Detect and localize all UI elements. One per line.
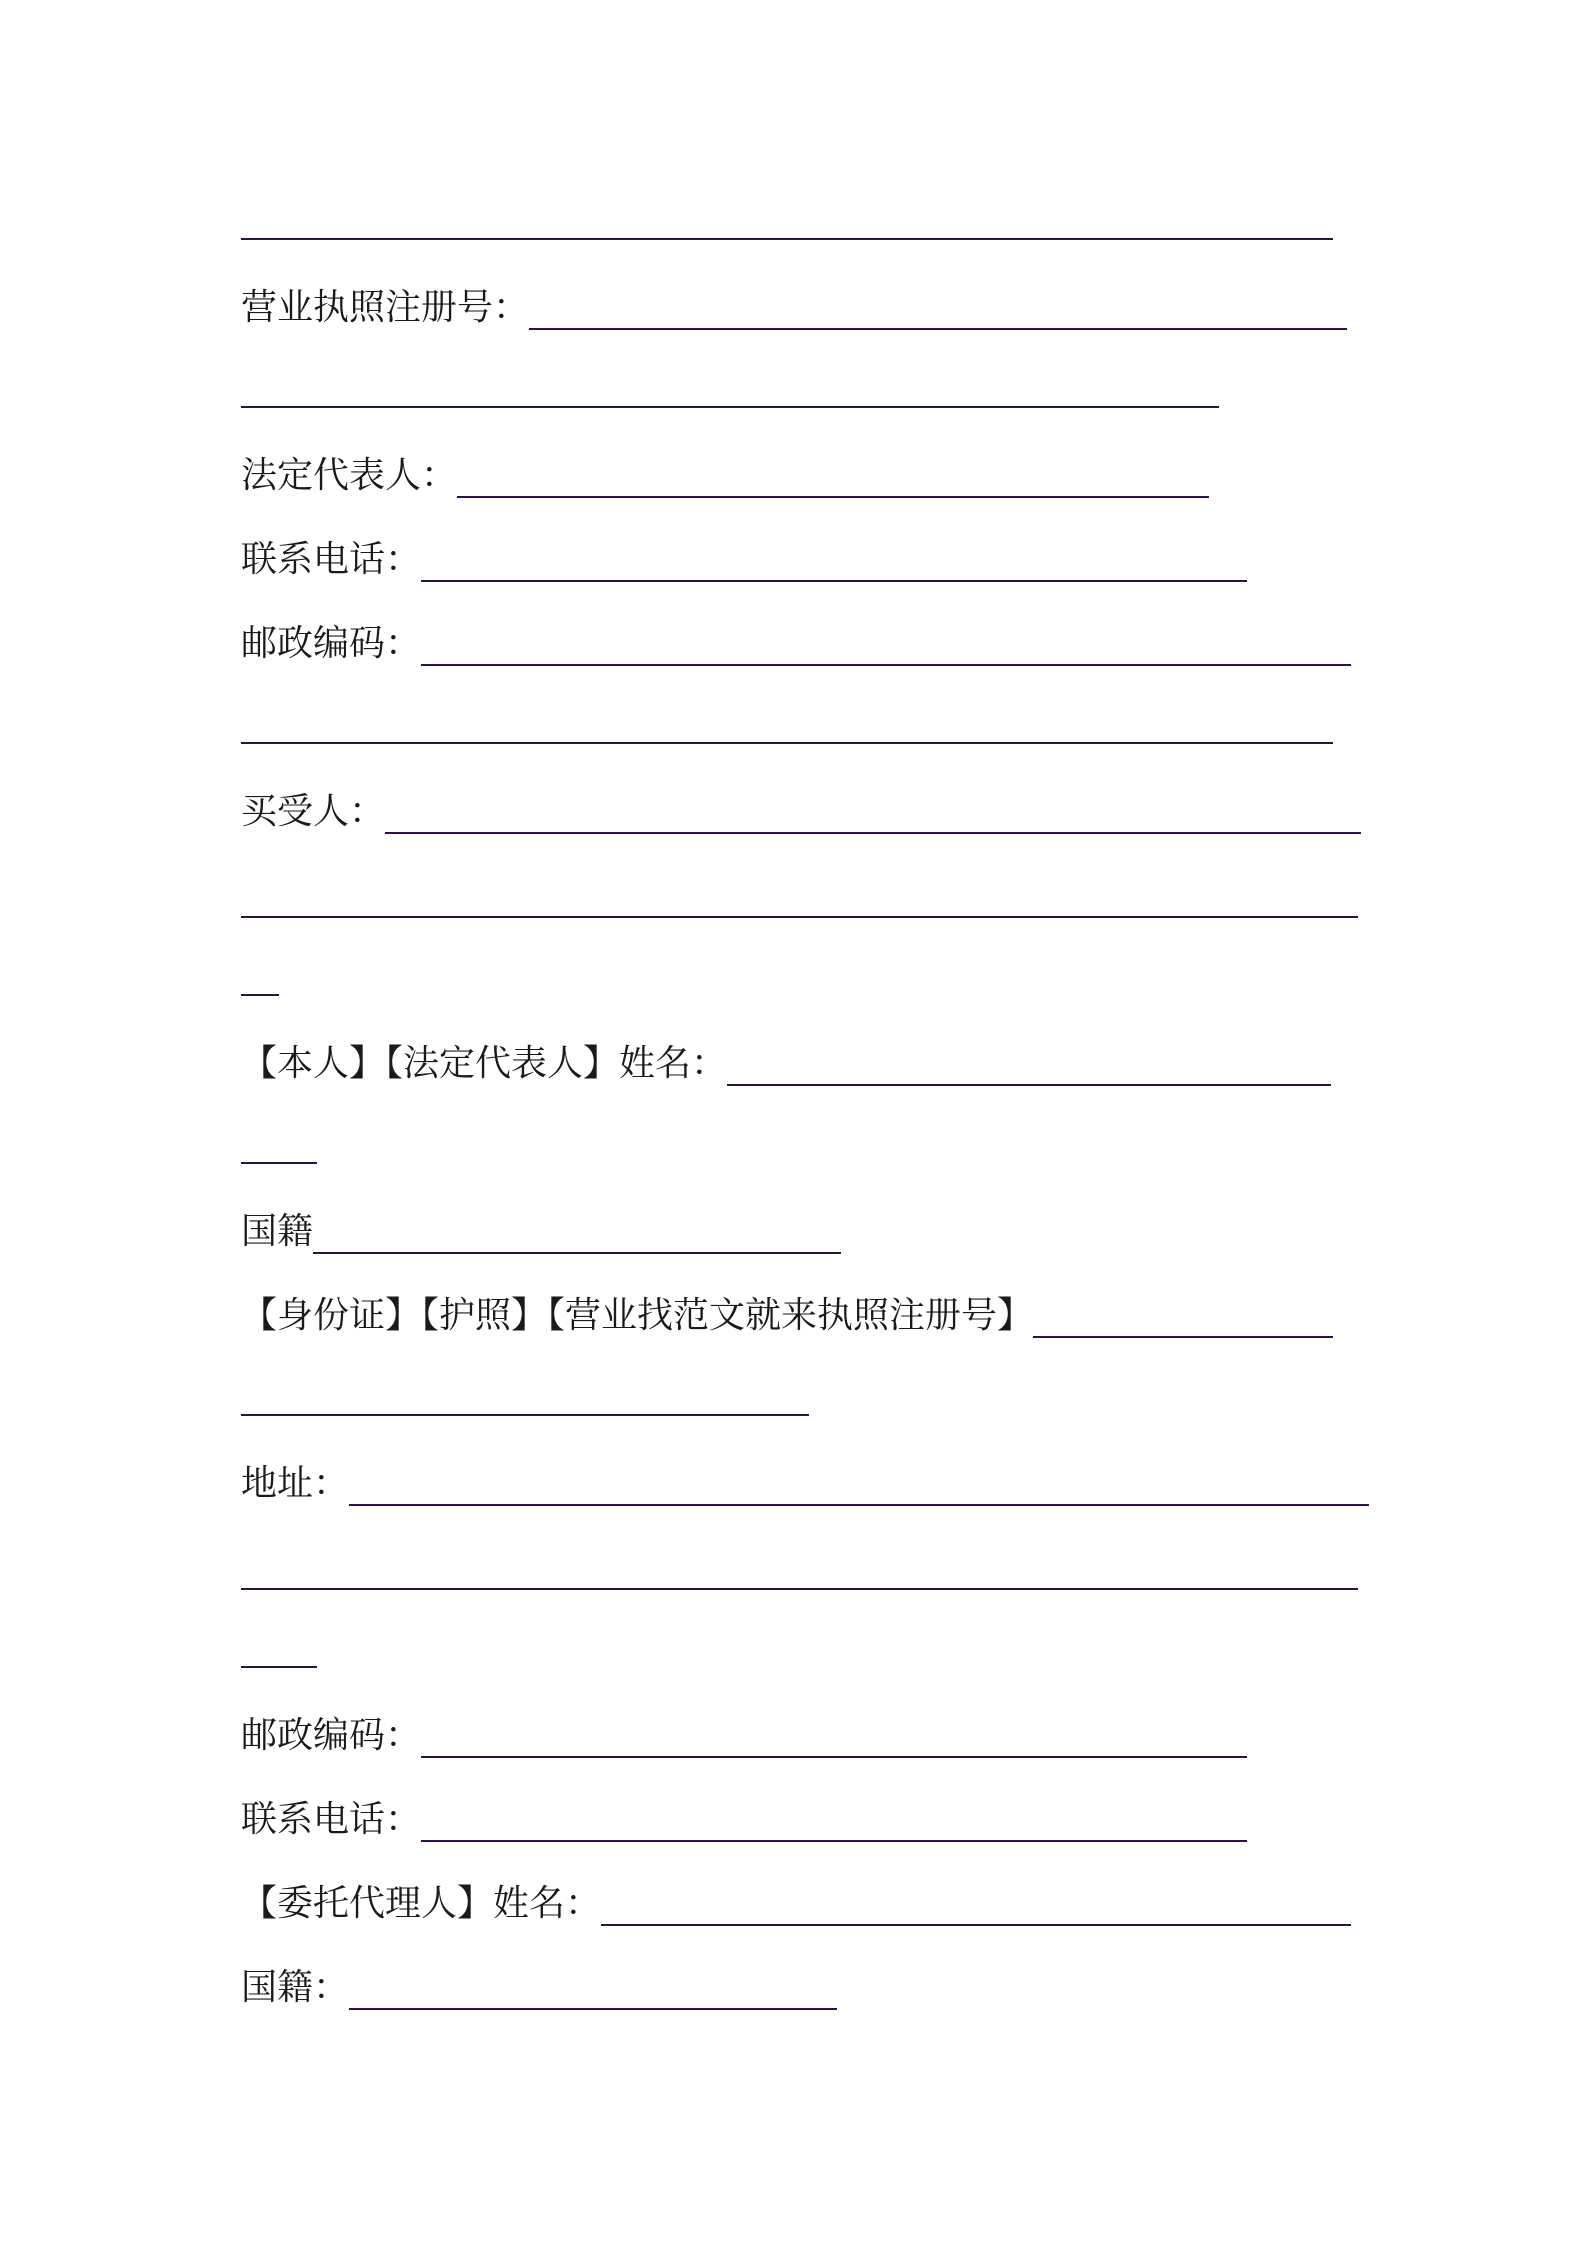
business-license-continuation-row xyxy=(241,358,1219,414)
buyer-continuation-line-2[interactable] xyxy=(241,994,279,996)
phone-row xyxy=(241,532,1247,588)
address-field[interactable] xyxy=(349,1504,1369,1506)
nationality-row xyxy=(241,1204,841,1260)
buyer-field[interactable] xyxy=(385,832,1361,834)
buyer-label: 买受人： xyxy=(241,791,386,832)
address-continuation-row xyxy=(241,190,1333,246)
phone2-label: 联系电话： xyxy=(241,1799,422,1840)
address-row xyxy=(241,1456,1369,1512)
phone-field[interactable] xyxy=(421,580,1247,582)
postal-row xyxy=(241,616,1351,672)
agent-row xyxy=(241,1876,1351,1932)
id-continuation-line[interactable] xyxy=(241,1414,809,1416)
business-license-field[interactable] xyxy=(529,328,1347,330)
agent-label: 【委托代理人】姓名： xyxy=(241,1883,602,1924)
business-license-row xyxy=(241,280,1347,336)
nationality2-label: 国籍： xyxy=(241,1967,350,2008)
phone-label: 联系电话： xyxy=(241,539,422,580)
phone2-row xyxy=(241,1792,1247,1848)
nationality-field[interactable] xyxy=(313,1252,841,1254)
buyer-row xyxy=(241,784,1361,840)
buyer-continuation-line[interactable] xyxy=(241,916,1358,918)
address-continuation-row-1 xyxy=(241,1540,1358,1596)
business-license-continuation-line[interactable] xyxy=(241,406,1219,408)
name-label: 【本人】【法定代表人】姓名： xyxy=(241,1043,728,1084)
buyer-continuation-row-2 xyxy=(241,946,279,1002)
address-continuation-line-1[interactable] xyxy=(241,1588,1358,1590)
postal2-label: 邮政编码： xyxy=(241,1715,422,1756)
postal2-field[interactable] xyxy=(421,1756,1247,1758)
address-continuation-line-2[interactable] xyxy=(241,1666,317,1668)
legal-rep-label: 法定代表人： xyxy=(241,455,458,496)
phone2-field[interactable] xyxy=(421,1840,1247,1842)
name-continuation-row xyxy=(241,1114,317,1170)
agent-field[interactable] xyxy=(601,1924,1351,1926)
address-label: 地址： xyxy=(241,1463,350,1504)
postal-continuation-line[interactable] xyxy=(241,742,1333,744)
name-row xyxy=(241,1036,1331,1092)
nationality2-field[interactable] xyxy=(349,2008,837,2010)
postal-label: 邮政编码： xyxy=(241,623,422,664)
address-continuation-row-2 xyxy=(241,1618,317,1674)
legal-rep-field[interactable] xyxy=(457,496,1209,498)
business-license-label: 营业执照注册号： xyxy=(241,287,530,328)
id-field[interactable] xyxy=(1033,1336,1333,1338)
legal-rep-row xyxy=(241,448,1209,504)
postal-field[interactable] xyxy=(421,664,1351,666)
postal2-row xyxy=(241,1708,1247,1764)
postal-continuation-row xyxy=(241,694,1333,750)
id-row xyxy=(241,1288,1333,1344)
id-label: 【身份证】【护照】【营业找范文就来执照注册号】 xyxy=(241,1295,1034,1336)
name-field[interactable] xyxy=(727,1084,1331,1086)
address-continuation-line[interactable] xyxy=(241,238,1333,240)
buyer-continuation-row xyxy=(241,868,1358,924)
nationality-label: 国籍 xyxy=(241,1211,314,1252)
name-continuation-line[interactable] xyxy=(241,1162,317,1164)
id-continuation-row xyxy=(241,1366,809,1422)
nationality2-row xyxy=(241,1960,837,2016)
